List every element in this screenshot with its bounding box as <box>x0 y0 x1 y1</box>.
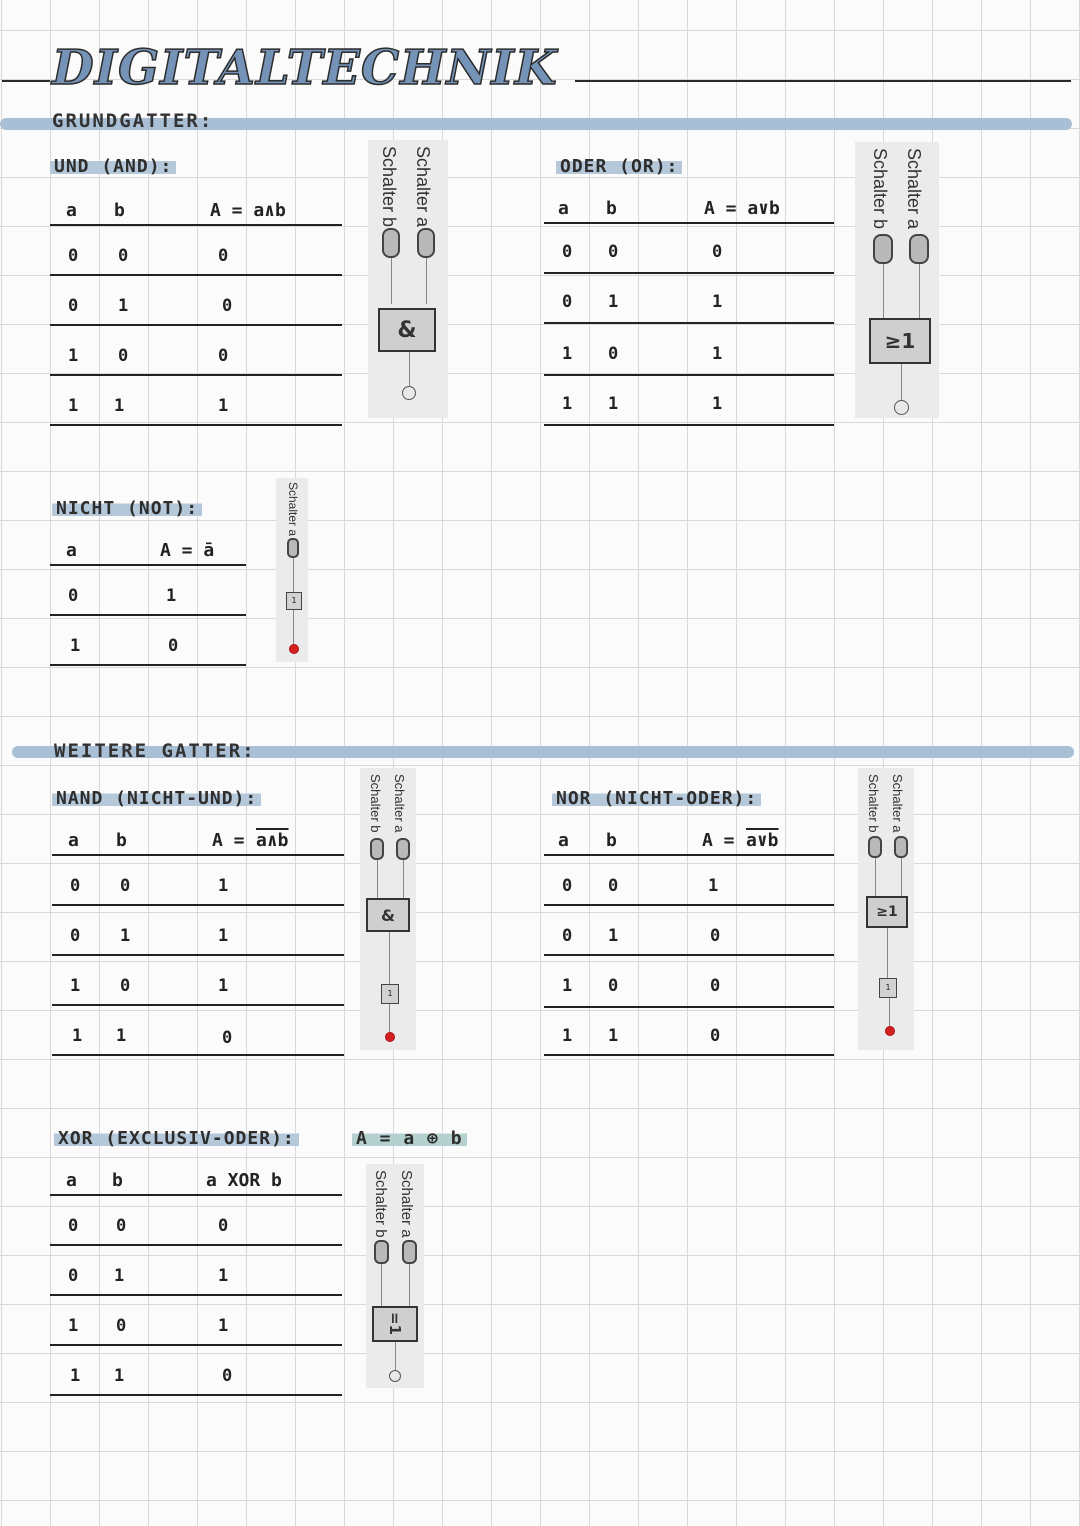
cell-a: 0 <box>562 242 573 262</box>
cell-output: 0 <box>710 1026 721 1046</box>
header-b: b <box>606 830 617 851</box>
wire <box>883 264 884 318</box>
table-row <box>52 1006 344 1056</box>
truth-table-xor <box>50 1162 342 1396</box>
switch-b-label: Schalter b <box>870 148 890 230</box>
table-row <box>50 1346 342 1396</box>
wire <box>889 998 890 1026</box>
switch-a-label: Schalter a <box>398 1170 415 1238</box>
cell-a: 1 <box>562 394 573 414</box>
switch-b[interactable] <box>382 228 400 258</box>
wire <box>901 858 902 896</box>
table-row <box>50 1196 342 1246</box>
switch-a-label: Schalter a <box>890 774 905 833</box>
table-row <box>50 1246 342 1296</box>
cell-output: 0 <box>218 1216 229 1236</box>
switch-a[interactable] <box>396 838 410 860</box>
header-output-expr: a∨b <box>746 830 779 851</box>
cell-output: 1 <box>708 876 719 896</box>
gate-label-not: NICHT (NOT): <box>52 498 202 519</box>
section-heading-more: WEITERE GATTER: <box>54 740 256 762</box>
gate-label-and: UND (AND): <box>50 156 176 177</box>
wire <box>403 860 404 898</box>
not-gate[interactable]: 1 <box>381 984 399 1004</box>
table-row <box>50 276 342 326</box>
cell-output: 1 <box>218 396 229 416</box>
table-header-row <box>50 1162 342 1196</box>
table-row <box>544 856 834 906</box>
table-header-row <box>50 190 342 226</box>
header-a: a <box>68 830 79 851</box>
cell-b: 0 <box>608 242 619 262</box>
switch-a-label: Schalter a <box>413 146 433 228</box>
section-heading-basic: GRUNDGATTER: <box>52 110 214 132</box>
cell-output: 0 <box>168 636 179 656</box>
cell-b: 0 <box>116 1316 127 1336</box>
table-row <box>50 326 342 376</box>
title-rule-right <box>575 80 1071 82</box>
output-lamp <box>402 386 416 400</box>
header-output: A = <box>702 830 735 851</box>
header-a: a <box>558 198 569 219</box>
cell-a: 1 <box>562 976 573 996</box>
cell-a: 1 <box>68 396 79 416</box>
cell-a: 0 <box>68 1216 79 1236</box>
cell-a: 1 <box>70 1366 81 1386</box>
wire <box>919 264 920 318</box>
header-output: A = ā <box>160 540 215 561</box>
truth-table-nand <box>52 822 344 1056</box>
truth-table-and <box>50 190 342 426</box>
cell-b: 1 <box>608 926 619 946</box>
cell-b: 1 <box>120 926 131 946</box>
header-output-expr: a∧b <box>256 830 289 851</box>
cell-a: 1 <box>68 346 79 366</box>
table-header-row <box>50 532 246 566</box>
circuit-xor <box>366 1164 424 1388</box>
switch-a[interactable] <box>894 836 908 858</box>
switch-a[interactable] <box>417 228 435 258</box>
gate-label-xor: XOR (EXCLUSIV-ODER): <box>54 1128 299 1149</box>
circuit-and <box>368 140 448 418</box>
wire <box>377 860 378 898</box>
switch-b-label: Schalter b <box>379 146 399 228</box>
output-lamp <box>389 1370 401 1382</box>
wire <box>426 258 427 304</box>
cell-b: 1 <box>608 1026 619 1046</box>
switch-b[interactable] <box>868 836 882 858</box>
cell-output: 0 <box>222 296 233 316</box>
cell-output: 0 <box>218 246 229 266</box>
switch-b-label: Schalter b <box>368 774 383 833</box>
table-row <box>544 274 834 324</box>
cell-a: 0 <box>562 876 573 896</box>
cell-output: 0 <box>710 926 721 946</box>
cell-output: 1 <box>218 926 229 946</box>
header-output: a XOR b <box>206 1170 282 1191</box>
and-gate[interactable]: & <box>378 308 436 352</box>
table-row <box>52 906 344 956</box>
cell-b: 0 <box>120 976 131 996</box>
cell-a: 1 <box>72 1026 83 1046</box>
header-a: a <box>558 830 569 851</box>
or-gate[interactable]: ≥1 <box>866 896 908 928</box>
cell-b: 1 <box>608 394 619 414</box>
cell-output: 1 <box>166 586 177 606</box>
wire <box>293 558 294 592</box>
cell-b: 1 <box>116 1026 127 1046</box>
header-b: b <box>606 198 617 219</box>
cell-a: 0 <box>70 876 81 896</box>
header-b: b <box>114 200 125 221</box>
cell-a: 1 <box>70 636 81 656</box>
cell-a: 0 <box>68 296 79 316</box>
cell-output: 1 <box>712 292 723 312</box>
cell-output: 0 <box>710 976 721 996</box>
table-row <box>50 376 342 426</box>
cell-b: 1 <box>114 1266 125 1286</box>
header-output: A = <box>212 830 245 851</box>
table-header-row <box>52 822 344 856</box>
cell-a: 1 <box>68 1316 79 1336</box>
header-output: A = a∨b <box>704 198 780 219</box>
truth-table-or <box>544 190 834 426</box>
wire <box>391 258 392 304</box>
wire <box>887 928 888 978</box>
table-row <box>50 566 246 616</box>
cell-b: 0 <box>118 246 129 266</box>
header-output: A = a∧b <box>210 200 286 221</box>
table-row <box>544 1008 834 1056</box>
truth-table-nor <box>544 822 834 1056</box>
title-rule-left <box>2 80 50 82</box>
cell-b: 1 <box>114 1366 125 1386</box>
page-title: DIGITALTECHNIK <box>52 40 558 96</box>
cell-a: 1 <box>562 344 573 364</box>
wire <box>389 932 390 984</box>
wire <box>293 610 294 646</box>
cell-b: 1 <box>114 396 125 416</box>
switch-a-label: Schalter a <box>286 482 300 537</box>
or-gate[interactable]: ≥1 <box>869 318 931 364</box>
cell-output: 1 <box>218 1266 229 1286</box>
circuit-nor <box>858 768 914 1050</box>
cell-output: 1 <box>218 1316 229 1336</box>
not-gate[interactable]: 1 <box>879 978 897 998</box>
output-lamp <box>289 644 299 654</box>
gate-label-nand: NAND (NICHT-UND): <box>52 788 261 809</box>
table-row <box>544 906 834 956</box>
cell-output: 1 <box>712 344 723 364</box>
table-row <box>52 956 344 1006</box>
header-a: a <box>66 1170 77 1191</box>
output-lamp <box>385 1032 395 1042</box>
cell-a: 0 <box>68 246 79 266</box>
xor-gate[interactable]: =1 <box>372 1306 418 1342</box>
cell-a: 0 <box>562 926 573 946</box>
cell-output: 0 <box>222 1366 233 1386</box>
wire <box>395 1342 396 1370</box>
table-row <box>544 376 834 426</box>
cell-a: 1 <box>70 976 81 996</box>
truth-table-not <box>50 532 246 666</box>
cell-b: 0 <box>120 876 131 896</box>
table-row <box>50 616 246 666</box>
switch-a[interactable] <box>909 234 929 264</box>
circuit-or <box>855 142 939 418</box>
switch-a[interactable] <box>287 538 299 558</box>
switch-a-label: Schalter a <box>904 148 924 230</box>
circuit-not <box>276 478 308 662</box>
gate-label-or: ODER (OR): <box>556 156 682 177</box>
wire <box>381 1264 382 1306</box>
cell-b: 1 <box>608 292 619 312</box>
cell-a: 1 <box>562 1026 573 1046</box>
wire <box>409 1264 410 1306</box>
cell-a: 0 <box>68 586 79 606</box>
cell-b: 0 <box>608 876 619 896</box>
cell-output: 0 <box>712 242 723 262</box>
not-gate[interactable]: 1 <box>286 592 302 610</box>
switch-b[interactable] <box>873 234 893 264</box>
and-gate[interactable]: & <box>366 898 410 932</box>
header-a: a <box>66 200 77 221</box>
circuit-nand <box>360 768 416 1050</box>
header-b: b <box>112 1170 123 1191</box>
wire <box>901 364 902 400</box>
cell-a: 0 <box>70 926 81 946</box>
cell-output: 0 <box>218 346 229 366</box>
table-row <box>52 856 344 906</box>
cell-b: 0 <box>118 346 129 366</box>
cell-a: 0 <box>562 292 573 312</box>
cell-b: 0 <box>608 344 619 364</box>
table-row <box>50 1296 342 1346</box>
cell-b: 0 <box>608 976 619 996</box>
header-b: b <box>116 830 127 851</box>
cell-a: 0 <box>68 1266 79 1286</box>
cell-b: 1 <box>118 296 129 316</box>
output-lamp <box>885 1026 895 1036</box>
cell-output: 1 <box>218 976 229 996</box>
cell-output: 1 <box>712 394 723 414</box>
cell-output: 0 <box>222 1028 233 1048</box>
switch-a[interactable] <box>402 1240 417 1264</box>
cell-output: 1 <box>218 876 229 896</box>
table-row <box>544 224 834 274</box>
table-row <box>544 324 834 376</box>
output-lamp <box>894 400 909 415</box>
wire <box>389 1004 390 1032</box>
table-row <box>544 956 834 1008</box>
cell-b: 0 <box>116 1216 127 1236</box>
wire <box>875 858 876 896</box>
table-header-row <box>544 190 834 224</box>
gate-label-nor: NOR (NICHT-ODER): <box>552 788 761 809</box>
table-row <box>50 226 342 276</box>
switch-b-label: Schalter b <box>372 1170 389 1238</box>
xor-formula: A = a ⊕ b <box>352 1128 467 1149</box>
header-a: a <box>66 540 77 561</box>
table-header-row <box>544 822 834 856</box>
wire <box>409 352 410 386</box>
switch-b-label: Schalter b <box>866 774 881 833</box>
switch-a-label: Schalter a <box>392 774 407 833</box>
switch-b[interactable] <box>374 1240 389 1264</box>
switch-b[interactable] <box>370 838 384 860</box>
